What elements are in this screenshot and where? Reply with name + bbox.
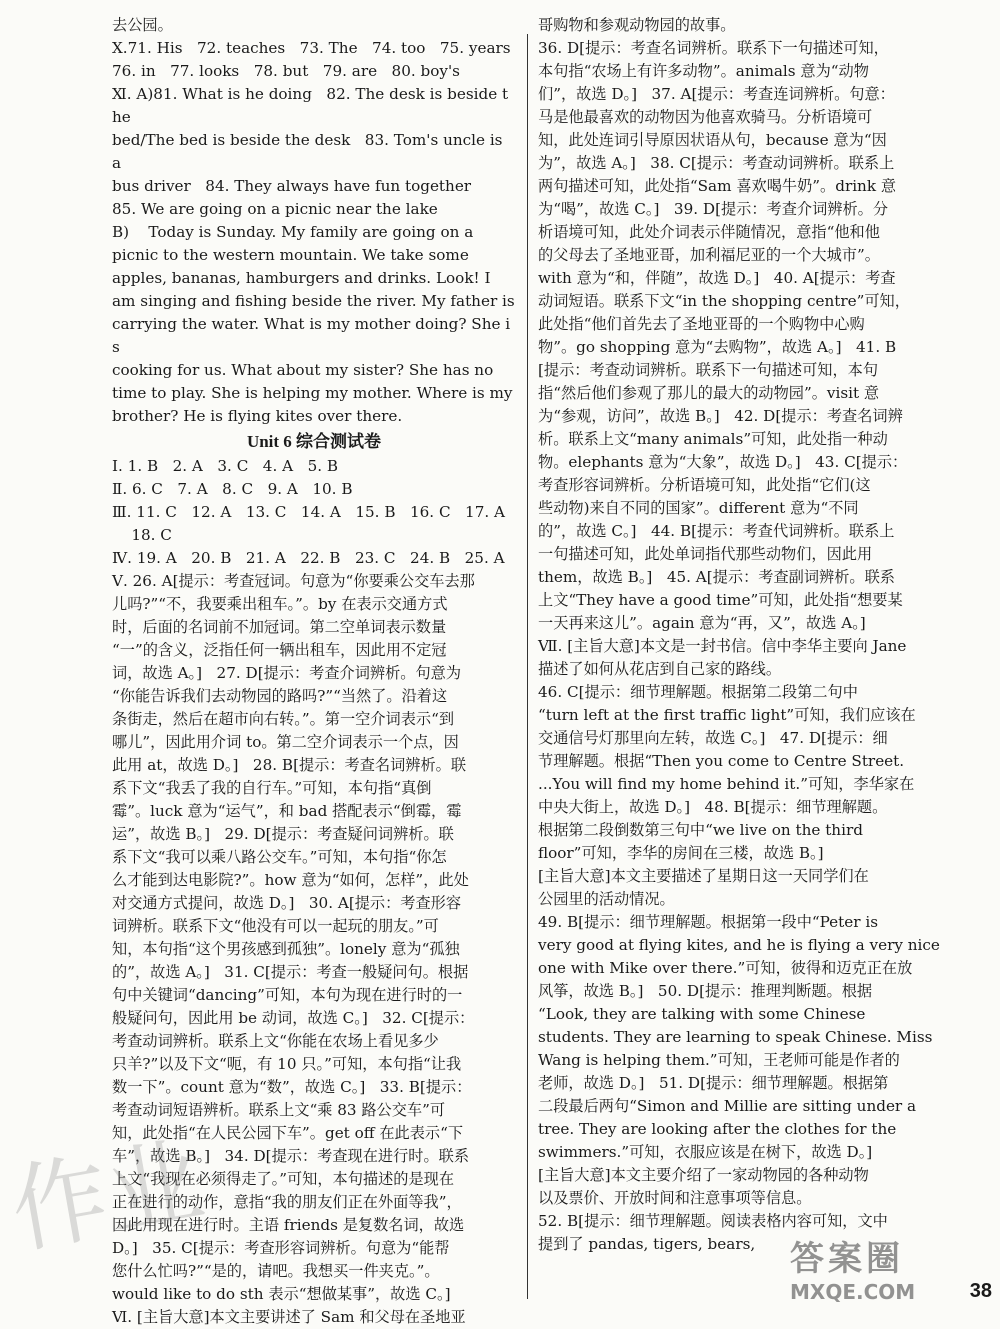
left-top-block — [112, 14, 516, 428]
text-line: 知，本句指“这个男孩感到孤独”。lonely 意为“孤独 — [112, 940, 460, 958]
text-line: floor”可知，李华的房间在三楼，故选 B。] — [538, 844, 824, 862]
text-line: 指“然后他们参观了那儿的最大的动物园”。visit 意 — [538, 384, 880, 402]
text-line: 析。联系上文“many animals”可知，此处指一种动 — [538, 430, 888, 448]
text-line: 上文“They have a good time”可知，此处指“想要某 — [538, 591, 903, 609]
text-line: them，故选 B。] 45. A[提示：考查副词辨析。联系 — [538, 568, 895, 586]
right-block — [538, 14, 970, 1256]
text-line: 物。elephants 意为“大象”，故选 D。] 43. C[提示： — [538, 453, 908, 471]
page-number: 38 — [969, 1280, 992, 1302]
text-line: 85. We are going on a picnic near the lake — [112, 200, 438, 218]
watermark-logo — [790, 1231, 970, 1304]
text-line: 为“喝”，故选 C。] 39. D[提示：考查介词辨析。分 — [538, 200, 889, 218]
text-line: D。] 35. C[提示：考查形容词辨析。句意为“能帮 — [112, 1239, 450, 1257]
text-line: 儿吗?”“不，我要乘出租车。”。by 在表示交通方式 — [112, 595, 448, 613]
text-line: 词辨析。联系下文“他没有可以一起玩的朋友。”可 — [112, 917, 439, 935]
text-line: “turn left at the first traffic light”可知，我们应该在 — [538, 706, 916, 724]
text-line: 般疑问句，因此用 be 动词，故选 C。] 32. C[提示： — [112, 1009, 475, 1027]
text-line: “Look, they are talking with some Chinese — [538, 1005, 866, 1023]
text-line: 们”，故选 D。] 37. A[提示：考查连词辨析。句意： — [538, 85, 895, 103]
text-line: 的”，故选 C。] 44. B[提示：考查代词辨析。联系上 — [538, 522, 895, 540]
text-line: 只羊?”以及下文“呃，有 10 只。”可知，本句指“让我 — [112, 1055, 462, 1073]
text-line: [主旨大意]本文主要描述了星期日这一天同学们在 — [538, 867, 869, 885]
text-line: Ⅶ. [主旨大意]本文是一封书信。信中李华主要向 Jane — [538, 637, 907, 655]
text-line: Ⅵ. [主旨大意]本文主要讲述了 Sam 和父母在圣地亚 — [112, 1308, 466, 1326]
text-line: 系下文“我丢了我的自行车。”可知，本句指“真倒 — [112, 779, 432, 797]
text-line: “你能告诉我们去动物园的路吗?”“当然了。沿着这 — [112, 687, 448, 705]
text-line: 系下文“我可以乘八路公交车。”可知，本句指“你怎 — [112, 848, 447, 866]
text-line: 上文“我现在必须得走了。”可知，本句描述的是现在 — [112, 1170, 455, 1188]
text-line: 考查形容词辨析。分析语境可知，此处指“它们(这 — [538, 476, 871, 494]
text-line: 风筝，故选 B。] 50. D[提示：推理判断题。根据 — [538, 982, 873, 1000]
text-line: Ⅴ. 26. A[提示：考查冠词。句意为“你要乘公交车去那 — [112, 572, 475, 590]
text-line: 马是他最喜欢的动物因为他喜欢骑马。分析语境可 — [538, 108, 873, 126]
text-line: B) Today is Sunday. My family are going on a — [112, 223, 474, 241]
text-line: 哪儿”，因此用介词 to。第二空介词表示一个点，因 — [112, 733, 459, 751]
text-line: 中央大街上，故选 D。] 48. B[提示：细节理解题。 — [538, 798, 888, 816]
text-line: 二段最后两句“Simon and Millie are sitting under a — [538, 1097, 917, 1115]
text-line: 去公园。 — [112, 16, 173, 34]
text-line: very good at flying kites, and he is flying a very nice — [538, 936, 940, 954]
text-line: swimmers.”可知，衣服应该是在树下，故选 D。] — [538, 1143, 873, 1161]
text-line: Ⅱ. 6. C 7. A 8. C 9. A 10. B — [112, 480, 353, 498]
text-line: apples, bananas, hamburgers and drinks. Look! I — [112, 269, 491, 287]
text-line: Wang is helping them.”可知，王老师可能是作者的 — [538, 1051, 900, 1069]
text-line: 数一下”。count 意为“数”，故选 C。] 33. B[提示： — [112, 1078, 472, 1096]
text-line: 考查动词短语辨析。联系上文“乘 83 路公交车”可 — [112, 1101, 446, 1119]
column-divider — [527, 34, 528, 1299]
text-line: 为”，故选 A。] 38. C[提示：考查动词辨析。联系上 — [538, 154, 895, 172]
text-line: Ⅰ. 1. B 2. A 3. C 4. A 5. B — [112, 457, 339, 475]
text-line: brother? He is flying kites over there. — [112, 407, 403, 425]
text-line: 析语境可知，此处介词表示伴随情况，意指“他和他 — [538, 223, 880, 241]
text-line: 为“参观，访问”，故选 B。] 42. D[提示：考查名词辨 — [538, 407, 903, 425]
text-line: 一句描述可知，此处单词指代那些动物们，因此用 — [538, 545, 873, 563]
text-line: 知，此处指“在人民公园下车”。get off 在此表示“下 — [112, 1124, 464, 1142]
text-line: 描述了如何从花店到自己家的路线。 — [538, 660, 781, 678]
text-line: [主旨大意]本文主要介绍了一家动物园的各种动物 — [538, 1166, 869, 1184]
text-line: would like to do sth 表示“想做某事”，故选 C。] — [112, 1285, 451, 1303]
text-line: 句中关键词“dancing”可知，本句为现在进行时的一 — [112, 986, 463, 1004]
text-line: 时，后面的名词前不加冠词。第二空单词表示数量 — [112, 618, 447, 636]
text-line: picnic to the western mountain. We take some — [112, 246, 469, 264]
text-line: 动词短语。联系下文“in the shopping centre”可知， — [538, 292, 910, 310]
text-line: Ⅹ.71. His 72. teaches 73. The 74. too 75. years — [112, 39, 511, 57]
text-line: bus driver 84. They always have fun together — [112, 177, 472, 195]
text-line: 条街走，然后在超市向右转。”。第一空介词表示“到 — [112, 710, 455, 728]
watermark-logo-text: 答案圈 — [790, 1239, 904, 1279]
text-line: bed/The bed is beside the desk 83. Tom's uncle is a — [112, 131, 508, 172]
text-line: 车”，故选 B。] 34. D[提示：考查现在进行时。联系 — [112, 1147, 470, 1165]
text-line: cooking for us. What about my sister? She has no — [112, 361, 494, 379]
text-line: 根据第二段倒数第三句中“we live on the third — [538, 821, 863, 839]
text-line: “一”的含义，泛指任何一辆出租车，因此用不定冠 — [112, 641, 447, 659]
text-line: 的”，故选 A。] 31. C[提示：考查一般疑问句。根据 — [112, 963, 469, 981]
text-line: 对交通方式提问，故选 D。] 30. A[提示：考查形容 — [112, 894, 462, 912]
watermark-left: 作业 — [3, 1124, 212, 1268]
text-line: 正在进行的动作，意指“我的朋友们正在外面等我”， — [112, 1193, 462, 1211]
text-line: [提示：考查动词辨析。联系下一句描述可知，本句 — [538, 361, 879, 379]
text-line: 本句指“农场上有许多动物”。animals 意为“动物 — [538, 62, 869, 80]
text-line: 此处指“他们首先去了圣地亚哥的一个购物中心购 — [538, 315, 865, 333]
text-line: time to play. She is helping my mother. Where is my — [112, 384, 513, 402]
text-line: one with Mike over there.”可知，彼得和迈克正在放 — [538, 959, 913, 977]
text-line: 49. B[提示：细节理解题。根据第一段中“Peter is — [538, 913, 878, 931]
section-title: Unit 6 综合测试卷 — [246, 432, 382, 451]
text-line: 老师，故选 D。] 51. D[提示：细节理解题。根据第 — [538, 1074, 889, 1092]
text-line: 46. C[提示：细节理解题。根据第二段第二句中 — [538, 683, 858, 701]
text-line: 提到了 pandas, tigers, bears, — [538, 1235, 756, 1253]
text-line: am singing and fishing beside the river. My father is — [112, 292, 515, 310]
text-line: 物”。go shopping 意为“去购物”，故选 A。] 41. B — [538, 338, 897, 356]
right-column — [538, 14, 970, 1256]
text-line: 些动物)来自不同的国家”。different 意为“不同 — [538, 499, 859, 517]
text-line: 此用 at，故选 D。] 28. B[提示：考查名词辨析。联 — [112, 756, 467, 774]
text-line: 知，此处连词引导原因状语从句，because 意为“因 — [538, 131, 887, 149]
text-line: 两句描述可知，此处指“Sam 喜欢喝牛奶”。drink 意 — [538, 177, 897, 195]
text-line: 18. C — [112, 526, 172, 544]
text-line: Ⅳ. 19. A 20. B 21. A 22. B 23. C 24. B 25. A — [112, 549, 505, 567]
text-line: 词，故选 A。] 27. D[提示：考查介词辨析。句意为 — [112, 664, 462, 682]
text-line: tree. They are looking after the clothes for the — [538, 1120, 897, 1138]
text-line: 您什么忙吗?”“是的，请吧。我想买一件夹克。”。 — [112, 1262, 440, 1280]
text-line: 76. in 77. looks 78. but 79. are 80. boy's — [112, 62, 460, 80]
text-line: 节理解题。根据“Then you come to Centre Street. — [538, 752, 905, 770]
text-line: with 意为“和，伴随”，故选 D。] 40. A[提示：考查 — [538, 269, 896, 287]
text-line: Ⅺ. A)81. What is he doing 82. The desk is beside the — [112, 85, 509, 126]
text-line: 的父母去了圣地亚哥，加利福尼亚的一个大城市”。 — [538, 246, 880, 264]
text-line: 考查动词辨析。联系上文“你能在农场上看见多少 — [112, 1032, 439, 1050]
text-line: 霉”。luck 意为“运气”，和 bad 搭配表示“倒霉，霉 — [112, 802, 462, 820]
text-line: 36. D[提示：考查名词辨析。联系下一句描述可知， — [538, 39, 889, 57]
text-line: ...You will find my home behind it.”可知，李华家在 — [538, 775, 915, 793]
text-line: 么才能到达电影院?”。how 意为“如何，怎样”，此处 — [112, 871, 469, 889]
watermark-url: MXQE.COM — [790, 1280, 916, 1304]
text-line: 以及票价、开放时间和注意事项等信息。 — [538, 1189, 812, 1207]
text-line: Ⅲ. 11. C 12. A 13. C 14. A 15. B 16. C 17. A — [112, 503, 505, 521]
text-line: 交通信号灯那里向左转，故选 C。] 47. D[提示：细 — [538, 729, 888, 747]
text-line: carrying the water. What is my mother doing? She is — [112, 315, 511, 356]
text-line: 52. B[提示：细节理解题。阅读表格内容可知，文中 — [538, 1212, 888, 1230]
text-line: 运”，故选 B。] 29. D[提示：考查疑问词辨析。联 — [112, 825, 454, 843]
text-line: 哥购物和参观动物园的故事。 — [538, 16, 736, 34]
text-line: students. They are learning to speak Chinese. Miss — [538, 1028, 933, 1046]
text-line: 公园里的活动情况。 — [538, 890, 675, 908]
text-line: 因此用现在进行时。主语 friends 是复数名词，故选 — [112, 1216, 465, 1234]
text-line: 一天再来这儿”。again 意为“再，又”，故选 A。] — [538, 614, 866, 632]
